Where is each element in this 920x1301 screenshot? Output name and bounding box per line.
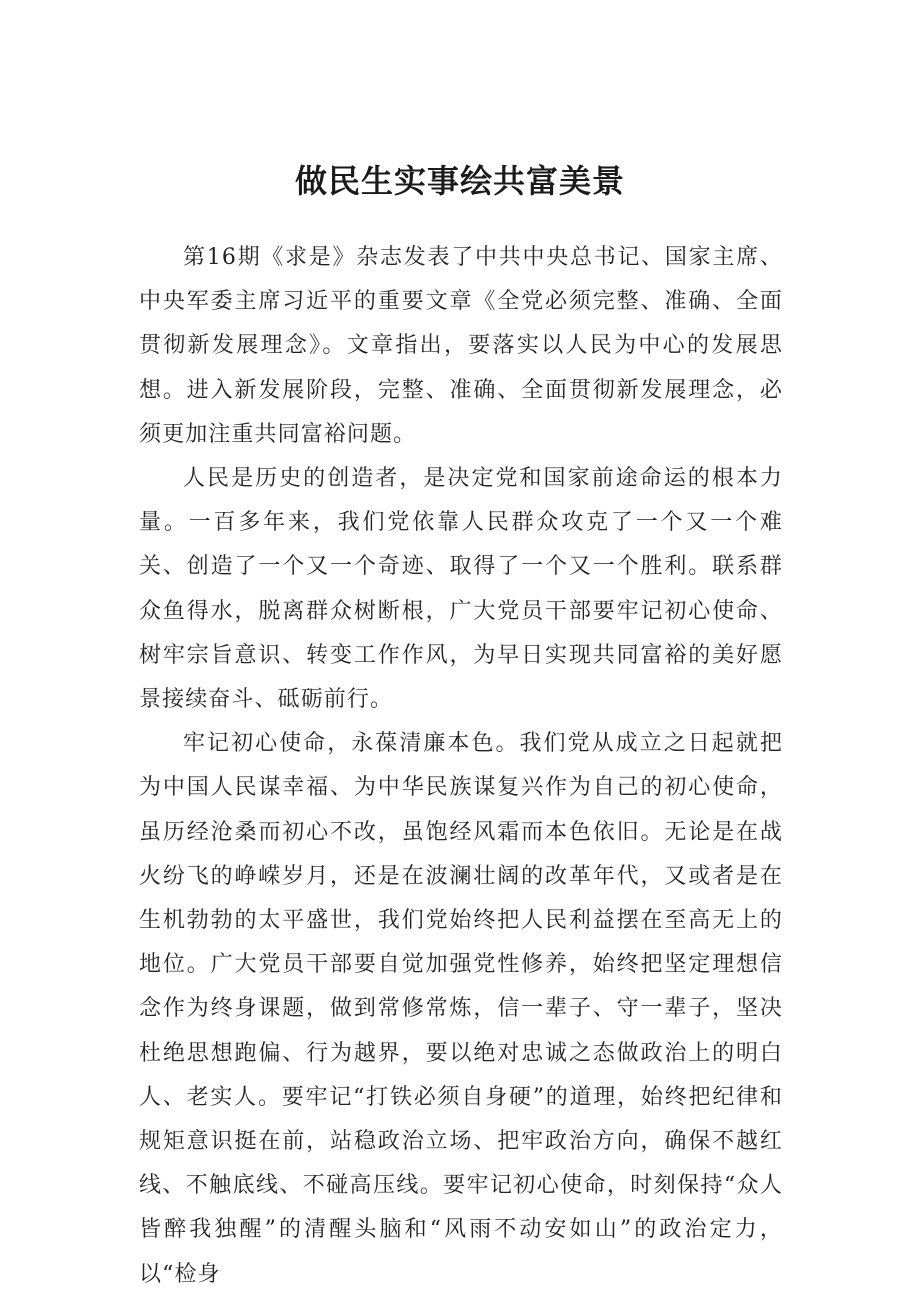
paragraph-2: 人民是历史的创造者，是决定党和国家前途命运的根本力量。一百多年来，我们党依靠人民群众攻克了一个又一个难关、创造了一个又一个奇迹、取得了一个又一个胜利。联系群众鱼得水，脱离群众树断根，广大党员干部要牢记初心使命、树牢宗旨意识、转变工作作风，为早日实现共同富裕的美好愿景接续奋斗、砥砺前行。: [139, 466, 783, 713]
paragraph-3: 牢记初心使命，永葆清廉本色。我们党从成立之日起就把为中国人民谋幸福、为中华民族谋复兴作为自己的初心使命，虽历经沧桑而初心不改，虽饱经风霜而本色依旧。无论是在战火纷飞的峥嵘岁月，还是在波澜壮阔的改革年代，又或者是在生机勃勃的太平盛世，我们党始终把人民利益摆在至高无上的地位。广大党员干部要自觉加强党性修养，始终把坚定理想信念作为终身课题，做到常修常炼，信一辈子、守一辈子，坚决杜绝思想跑偏、行为越界，要以绝对忠诚之态做政治上的明白人、老实人。要牢记“打铁必须自身硬”的道理，始终把纪律和规矩意识挺在前，站稳政治立场、把牢政治方向，确保不越红线、不触底线、不碰高压线。要牢记初心使命，时刻保持“众人皆醉我独醒”的清醒头脑和“风雨不动安如山”的政治定力，以“检身: [139, 731, 783, 1287]
document-body: [139, 236, 783, 1297]
document-title: 做民生实事绘共富美景: [294, 162, 625, 200]
paragraph-1: 第16期《求是》杂志发表了中共中央总书记、国家主席、中央军委主席习近平的重要文章《全党必须完整、准确、全面贯彻新发展理念》。文章指出，要落实以人民为中心的发展思想。进入新发展阶段，完整、准确、全面贯彻新发展理念，必须更加注重共同富裕问题。: [139, 245, 783, 447]
